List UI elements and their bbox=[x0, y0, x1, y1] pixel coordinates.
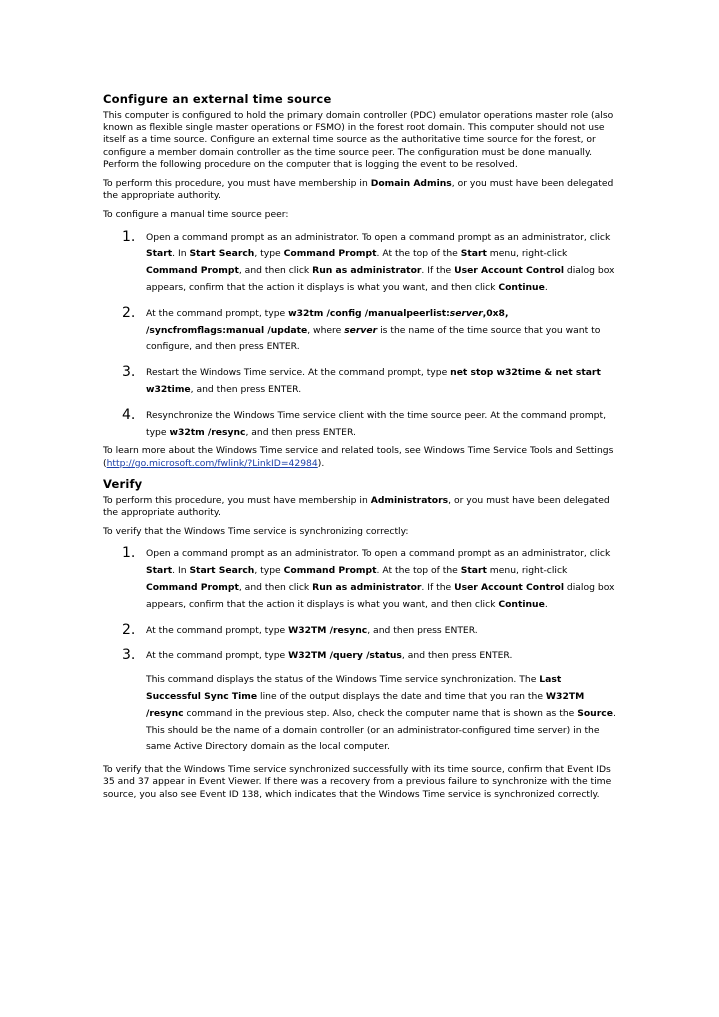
document-page bbox=[103, 92, 619, 808]
bold-text: Start Search bbox=[189, 565, 255, 577]
text-run: . In bbox=[172, 248, 190, 260]
step-text bbox=[146, 229, 619, 297]
step-number: 2. bbox=[122, 304, 136, 321]
bold-text: Command Prompt bbox=[283, 248, 377, 260]
bold-text: W32TM /resync bbox=[288, 624, 368, 636]
text-run: . In bbox=[172, 565, 190, 577]
bold-text: Continue bbox=[498, 282, 545, 294]
list-item bbox=[103, 305, 619, 356]
text-run: Restart the Windows Time service. At the command prompt, type bbox=[146, 367, 451, 379]
step-text bbox=[146, 647, 619, 665]
bold-text: server bbox=[344, 324, 378, 336]
text-run: , type bbox=[254, 565, 284, 577]
verify-steps-list bbox=[103, 545, 619, 756]
text-run: , and then click bbox=[238, 582, 313, 593]
text-run: , and then press ENTER. bbox=[367, 624, 478, 636]
list-item bbox=[103, 229, 619, 297]
text-run: At the command prompt, type bbox=[146, 650, 289, 662]
bold-text: Command Prompt bbox=[146, 265, 239, 277]
text-run: . bbox=[544, 282, 548, 294]
text-run: Open a command prompt as an administrator. To open a command prompt as an administrator, click bbox=[146, 548, 611, 560]
text-run: , and then press ENTER. bbox=[190, 384, 302, 395]
text-run: , and then press ENTER. bbox=[401, 650, 513, 662]
learn-more-text: To learn more about the Windows Time service and related tools, see Windows Time Service Tools and Settings ( bbox=[103, 445, 614, 469]
text-run: dialog box appears, confirm that the action it displays is what you want, and then click bbox=[146, 265, 615, 294]
list-item bbox=[103, 364, 619, 399]
step-number: 1. bbox=[122, 228, 136, 245]
bold-text: W32TM /query /status bbox=[288, 650, 402, 662]
step-text bbox=[146, 305, 619, 356]
step-number: 2. bbox=[122, 621, 136, 638]
text-run: , or you must have been delegated the appropriate authority. bbox=[103, 178, 614, 202]
bold-text: Run as administrator bbox=[312, 582, 422, 593]
text-run: menu, right-click bbox=[486, 565, 568, 577]
bold-text: W32TM /resync bbox=[146, 690, 585, 719]
closing-paragraph: To verify that the Windows Time service synchronized successfully with its time source, confirm that Event IDs 35 and 37 appear in Event Viewer. If there was a recovery from a previous failure to synchronize with the time source, you also see Event ID 138, which indicates that the Windows Time service is synchronized correctly. bbox=[103, 764, 612, 800]
bold-text: w32tm /resync bbox=[169, 426, 246, 438]
list-item bbox=[103, 647, 619, 756]
text-run: , and then press ENTER. bbox=[245, 426, 356, 438]
verify-lead: To verify that the Windows Time service is synchronizing correctly: bbox=[103, 526, 409, 538]
bold-text: Last Successful Sync Time bbox=[146, 674, 562, 702]
list-item bbox=[103, 545, 619, 613]
step-number: 3. bbox=[122, 364, 136, 381]
text-run: . This should be the name of a domain controller (or an administrator-configured time server) in the same Active Directory domain as the local computer. bbox=[146, 707, 616, 753]
step-text bbox=[146, 364, 619, 399]
bold-text: Start bbox=[460, 565, 487, 577]
learn-more-end: ). bbox=[317, 457, 325, 469]
bold-text: User Account Control bbox=[454, 265, 564, 277]
membership-paragraph bbox=[103, 178, 619, 202]
text-run: line of the output displays the date and time that you ran the bbox=[257, 690, 546, 702]
bold-text: net stop w32time & net start w32time bbox=[146, 367, 601, 395]
text-run: At the command prompt, type bbox=[146, 307, 289, 319]
bold-text: Start bbox=[146, 565, 173, 577]
text-run: menu, right-click bbox=[486, 248, 568, 260]
bold-text: Domain Admins bbox=[370, 178, 452, 190]
text-run: , or you must have been delegated the appropriate authority. bbox=[103, 494, 610, 518]
list-item bbox=[103, 407, 619, 442]
bold-text: Run as administrator bbox=[312, 265, 422, 277]
text-run: , where bbox=[307, 324, 345, 336]
text-run: This command displays the status of the Windows Time service synchronization. The bbox=[146, 674, 540, 686]
bold-text: Continue bbox=[498, 598, 545, 610]
section-heading-configure: Configure an external time source bbox=[103, 92, 332, 106]
text-run: . If the bbox=[421, 265, 455, 277]
bold-text: Start bbox=[460, 248, 487, 260]
bold-text: server bbox=[449, 307, 483, 319]
step-number: 4. bbox=[122, 406, 136, 423]
verify-membership-paragraph bbox=[103, 495, 619, 519]
step-text bbox=[146, 545, 619, 613]
text-run: . At the top of the bbox=[376, 565, 461, 577]
configure-steps-list bbox=[103, 229, 619, 442]
text-run: To perform this procedure, you must have membership in bbox=[103, 178, 371, 190]
fwlink-link[interactable]: http://go.microsoft.com/fwlink/?LinkID=42984 bbox=[106, 457, 318, 469]
bold-text: w32tm /config /manualpeerlist: bbox=[288, 307, 450, 319]
step-detail-text bbox=[146, 671, 619, 756]
bold-text: Administrators bbox=[370, 494, 449, 506]
step-text bbox=[146, 622, 619, 640]
step-number: 3. bbox=[122, 647, 136, 664]
text-run: dialog box appears, confirm that the action it displays is what you want, and then click bbox=[146, 582, 615, 610]
text-run: . bbox=[544, 598, 548, 610]
text-run: is the name of the time source that you want to configure, and then press ENTER. bbox=[146, 324, 601, 353]
procedure-lead: To configure a manual time source peer: bbox=[103, 209, 289, 221]
intro-paragraph: This computer is configured to hold the primary domain controller (PDC) emulator operations master role (also known as flexible single master operations or FSMO) in the forest root domain. This computer should not use itself as a time source. Configure an external time source as the authoritative time source for the forest, or configure a member domain controller as the time source peer. The configuration must be done manually. Perform the following procedure on the computer that is logging the event to be resolved. bbox=[103, 110, 614, 170]
list-item bbox=[103, 622, 619, 640]
text-run: At the command prompt, type bbox=[146, 624, 289, 636]
step-number: 1. bbox=[122, 545, 136, 562]
bold-text: Command Prompt bbox=[283, 565, 377, 577]
text-run: Open a command prompt as an administrator. To open a command prompt as an administrator, click bbox=[146, 231, 611, 243]
text-run: , and then click bbox=[238, 265, 313, 277]
text-run: command in the previous step. Also, check the computer name that is shown as the bbox=[183, 707, 578, 719]
step-text bbox=[146, 407, 619, 442]
text-run: To perform this procedure, you must have membership in bbox=[103, 494, 371, 506]
bold-text: Source bbox=[577, 707, 613, 719]
bold-text: ,0x8, /syncfromflags:manual /update bbox=[146, 307, 509, 336]
text-run: , type bbox=[254, 248, 284, 260]
learn-more-paragraph bbox=[103, 445, 619, 469]
section-heading-verify: Verify bbox=[103, 476, 143, 491]
bold-text: Command Prompt bbox=[146, 582, 239, 593]
bold-text: Start bbox=[146, 248, 173, 260]
text-run: Resynchronize the Windows Time service client with the time source peer. At the command prompt, type bbox=[146, 409, 607, 438]
text-run: . If the bbox=[421, 582, 455, 593]
text-run: . At the top of the bbox=[376, 248, 461, 260]
bold-text: User Account Control bbox=[454, 582, 564, 593]
bold-text: Start Search bbox=[189, 248, 255, 260]
